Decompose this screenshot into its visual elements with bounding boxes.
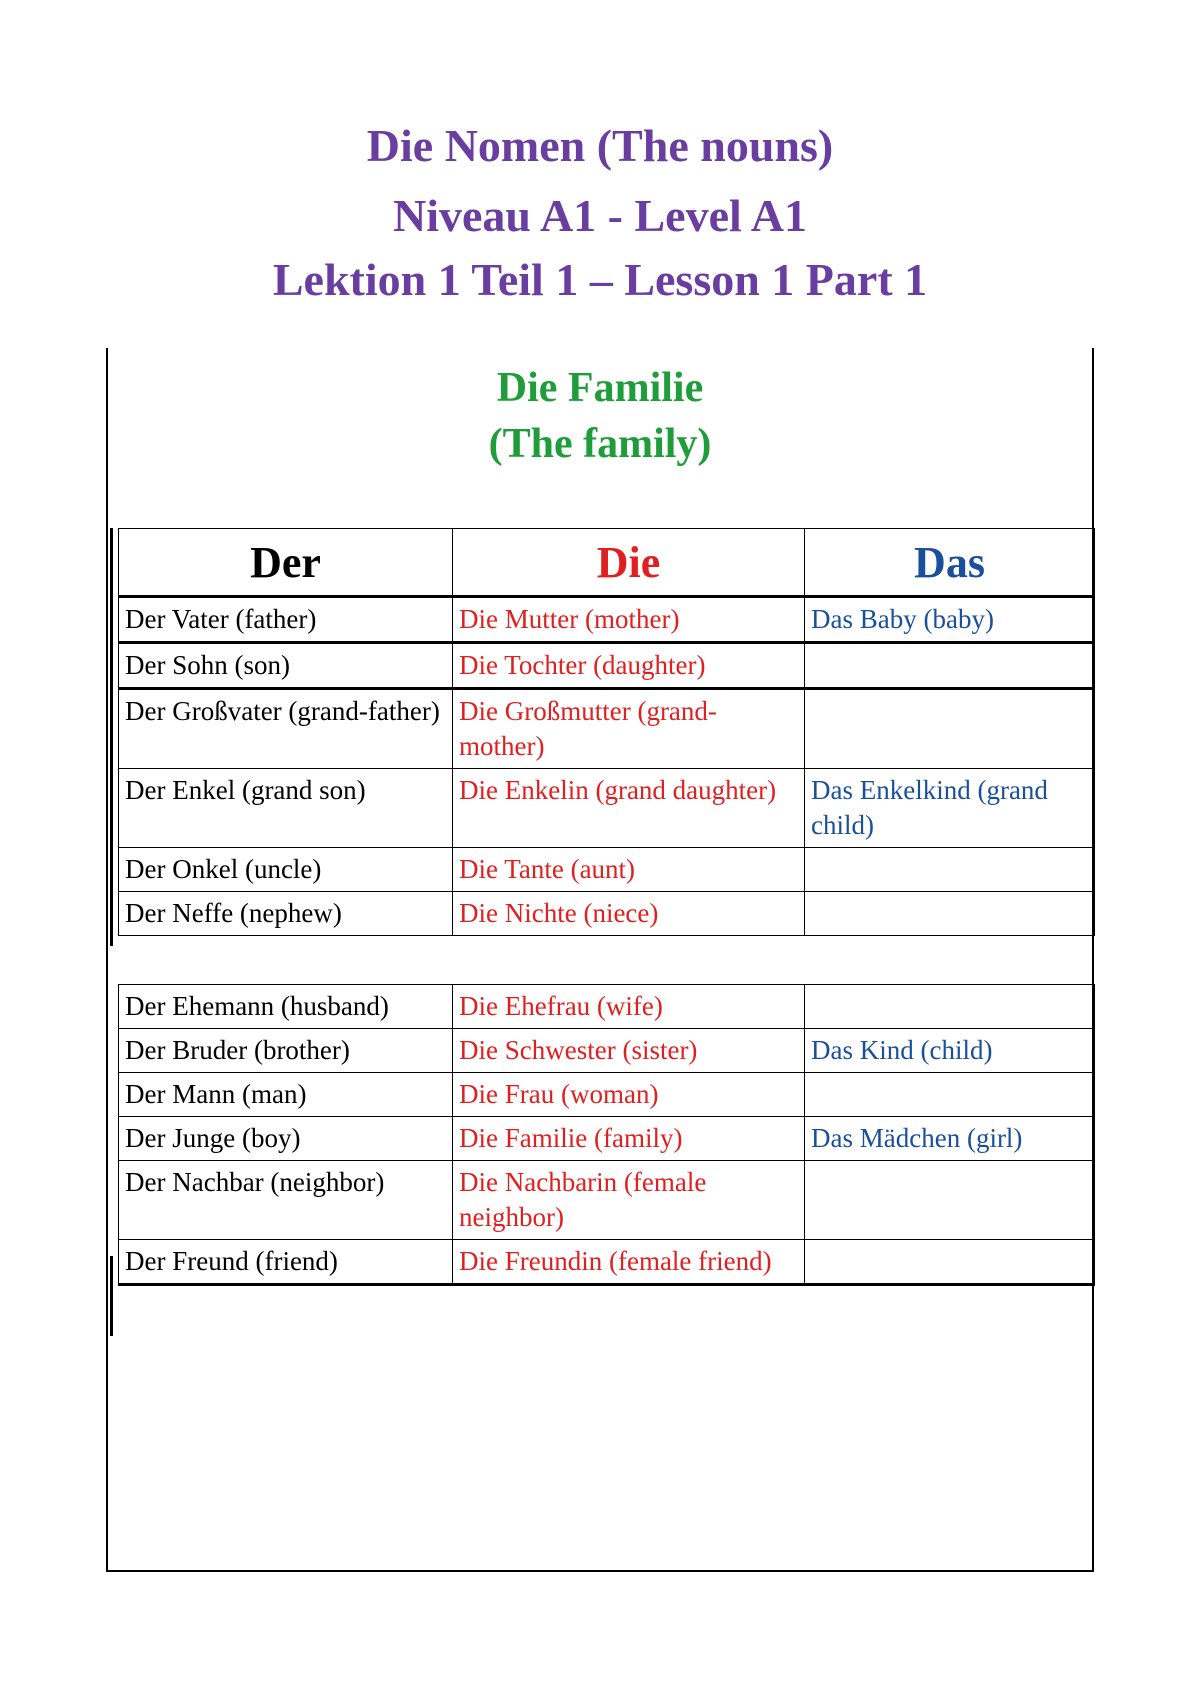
section-heading xyxy=(106,348,1094,472)
der-cell: Der Ehemann (husband) xyxy=(119,985,453,1029)
header-das: Das xyxy=(805,529,1095,597)
table-row xyxy=(119,1117,1095,1161)
der-cell: Der Vater (father) xyxy=(119,597,453,643)
die-cell: Die Tante (aunt) xyxy=(453,848,805,892)
die-cell: Die Enkelin (grand daughter) xyxy=(453,769,805,848)
document-header xyxy=(0,108,1200,312)
table-row xyxy=(119,1029,1095,1073)
header-row xyxy=(119,529,1095,597)
das-cell: Das Enkelkind (grand child) xyxy=(805,769,1095,848)
das-cell xyxy=(805,1161,1095,1240)
die-cell: Die Frau (woman) xyxy=(453,1073,805,1117)
die-cell: Die Freundin (female friend) xyxy=(453,1240,805,1285)
table-row xyxy=(119,769,1095,848)
das-cell xyxy=(805,985,1095,1029)
level-subtitle: Niveau A1 - Level A1 xyxy=(393,190,807,241)
die-cell: Die Großmutter (grand-mother) xyxy=(453,689,805,769)
das-cell xyxy=(805,1073,1095,1117)
table-row xyxy=(119,985,1095,1029)
der-cell: Der Mann (man) xyxy=(119,1073,453,1117)
die-cell: Die Nichte (niece) xyxy=(453,892,805,936)
table-row xyxy=(119,848,1095,892)
header-der: Der xyxy=(119,529,453,597)
der-cell: Der Nachbar (neighbor) xyxy=(119,1161,453,1240)
die-cell: Die Tochter (daughter) xyxy=(453,643,805,689)
section-subtitle: (The family) xyxy=(488,421,712,467)
table-left-rule xyxy=(110,528,113,946)
der-cell: Der Neffe (nephew) xyxy=(119,892,453,936)
die-cell: Die Mutter (mother) xyxy=(453,597,805,643)
family-table-part-2 xyxy=(118,984,1095,1286)
der-cell: Der Sohn (son) xyxy=(119,643,453,689)
table-row xyxy=(119,1073,1095,1117)
das-cell: Das Mädchen (girl) xyxy=(805,1117,1095,1161)
das-cell xyxy=(805,848,1095,892)
die-cell: Die Familie (family) xyxy=(453,1117,805,1161)
das-cell xyxy=(805,892,1095,936)
section-title: Die Familie xyxy=(496,365,704,411)
der-cell: Der Onkel (uncle) xyxy=(119,848,453,892)
das-cell xyxy=(805,1240,1095,1285)
der-cell: Der Bruder (brother) xyxy=(119,1029,453,1073)
der-cell: Der Junge (boy) xyxy=(119,1117,453,1161)
der-cell: Der Großvater (grand-father) xyxy=(119,689,453,769)
die-cell: Die Nachbarin (female neighbor) xyxy=(453,1161,805,1240)
header-die: Die xyxy=(453,529,805,597)
table-row xyxy=(119,597,1095,643)
der-cell: Der Freund (friend) xyxy=(119,1240,453,1285)
das-cell: Das Baby (baby) xyxy=(805,597,1095,643)
page-title: Die Nomen (The nouns) xyxy=(366,120,834,171)
table-row xyxy=(119,1240,1095,1285)
das-cell xyxy=(805,689,1095,769)
lesson-subtitle: Lektion 1 Teil 1 – Lesson 1 Part 1 xyxy=(272,254,928,305)
die-cell: Die Schwester (sister) xyxy=(453,1029,805,1073)
das-cell xyxy=(805,643,1095,689)
table-row xyxy=(119,1161,1095,1240)
family-table-part-1 xyxy=(118,528,1095,936)
der-cell: Der Enkel (grand son) xyxy=(119,769,453,848)
table-left-rule xyxy=(110,1256,113,1336)
table-row xyxy=(119,643,1095,689)
table-row xyxy=(119,689,1095,769)
die-cell: Die Ehefrau (wife) xyxy=(453,985,805,1029)
das-cell: Das Kind (child) xyxy=(805,1029,1095,1073)
table-row xyxy=(119,892,1095,936)
